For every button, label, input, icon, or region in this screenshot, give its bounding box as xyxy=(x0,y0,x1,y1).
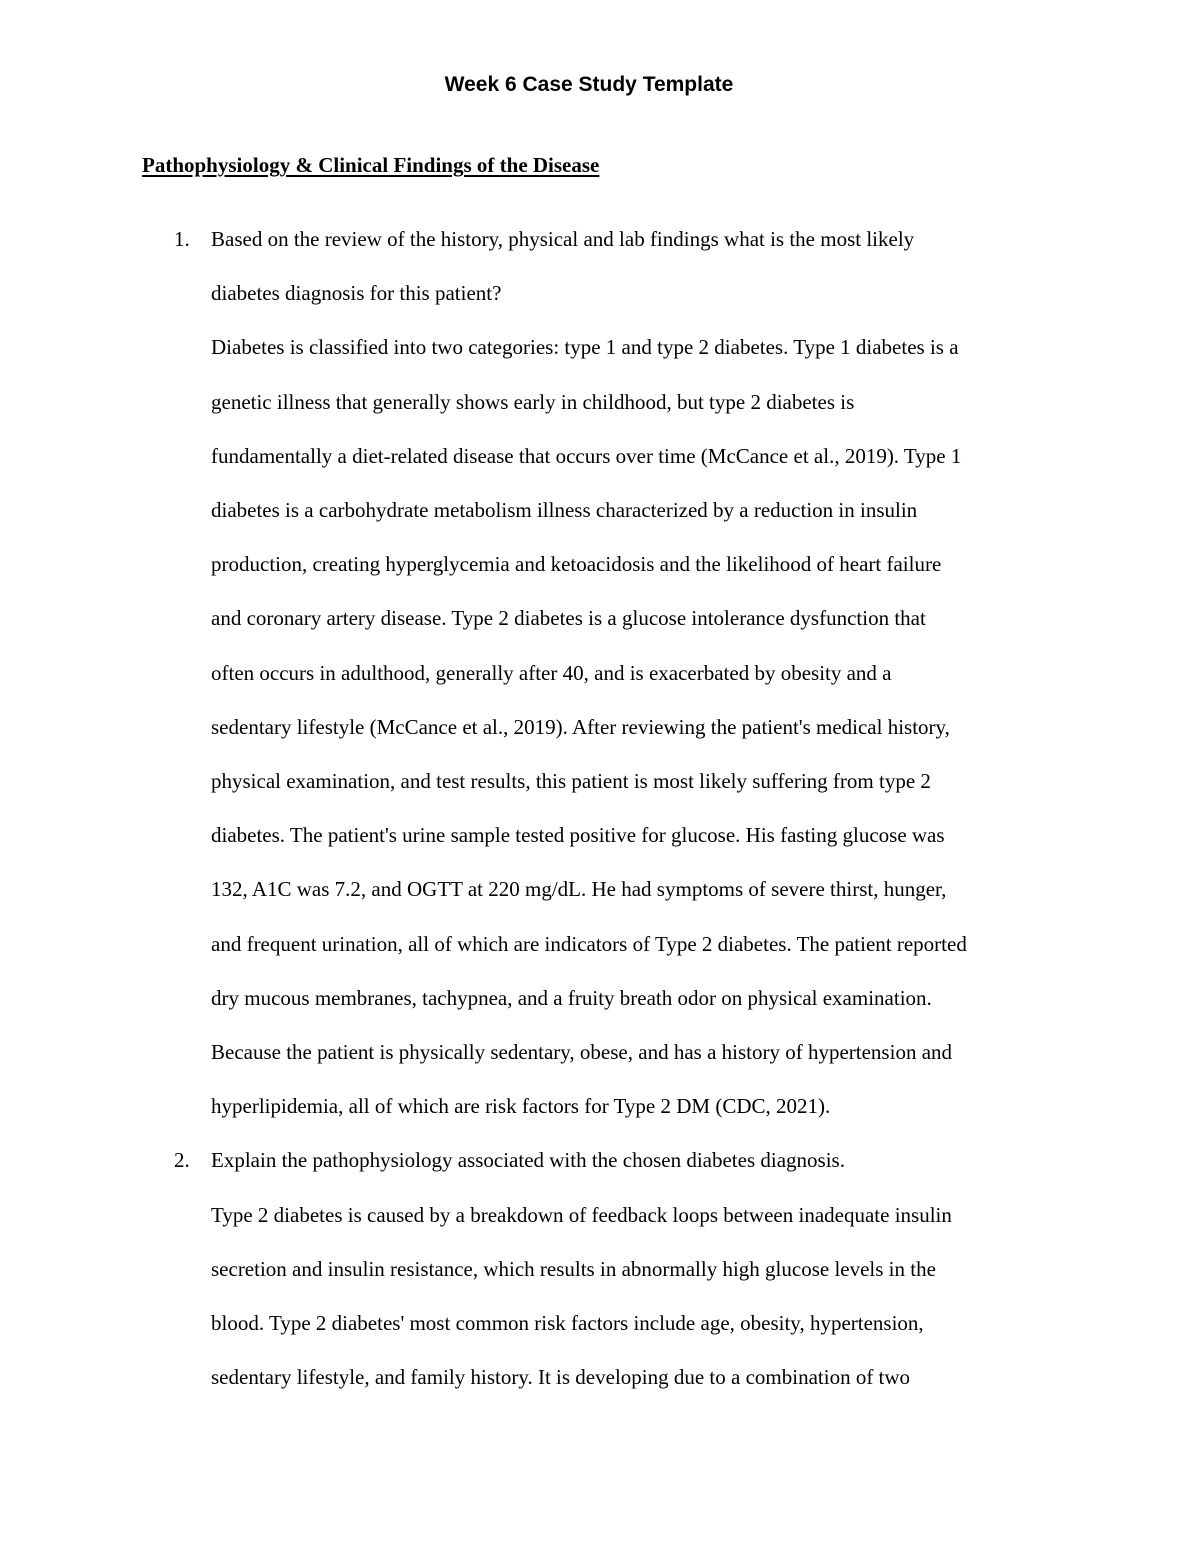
text-line: genetic illness that generally shows early in childhood, but type 2 diabetes is xyxy=(211,389,855,414)
question-item-2 xyxy=(0,1133,1200,1404)
text-line: diabetes diagnosis for this patient? xyxy=(211,281,502,306)
text-line: often occurs in adulthood, generally after 40, and is exacerbated by obesity and a xyxy=(211,660,892,685)
section-heading: Pathophysiology & Clinical Findings of the Disease xyxy=(142,153,600,177)
question-list xyxy=(0,212,1200,1404)
text-line: sedentary lifestyle (McCance et al., 2019). After reviewing the patient's medical history, xyxy=(211,714,950,739)
text-line: dry mucous membranes, tachypnea, and a fruity breath odor on physical examination. xyxy=(211,985,932,1010)
text-line: production, creating hyperglycemia and ketoacidosis and the likelihood of heart failure xyxy=(211,552,942,577)
text-line: Based on the review of the history, physical and lab findings what is the most likely xyxy=(211,227,915,251)
text-line: 132, A1C was 7.2, and OGTT at 220 mg/dL. He had symptoms of severe thirst, hunger, xyxy=(211,877,947,902)
text-line: diabetes is a carbohydrate metabolism illness characterized by a reduction in insulin xyxy=(211,498,918,523)
text-line: fundamentally a diet-related disease that occurs over time (McCance et al., 2019). Type 1 xyxy=(211,443,962,468)
text-line: blood. Type 2 diabetes' most common risk factors include age, obesity, hypertension, xyxy=(211,1311,924,1336)
text-line: sedentary lifestyle, and family history. It is developing due to a combination of two xyxy=(211,1365,911,1390)
document-title: Week 6 Case Study Template xyxy=(444,73,734,96)
question-item-1 xyxy=(0,212,1200,1133)
question-number: 1. xyxy=(174,227,190,251)
text-line: Explain the pathophysiology associated with the chosen diabetes diagnosis. xyxy=(211,1148,845,1173)
text-line: Because the patient is physically sedentary, obese, and has a history of hypertension and xyxy=(211,1040,953,1065)
text-line: Diabetes is classified into two categories: type 1 and type 2 diabetes. Type 1 diabetes is a xyxy=(211,335,959,360)
text-line: hyperlipidemia, all of which are risk factors for Type 2 DM (CDC, 2021). xyxy=(211,1094,831,1119)
question-number: 2. xyxy=(174,1148,190,1173)
text-line: secretion and insulin resistance, which results in abnormally high glucose levels in the xyxy=(211,1256,936,1281)
text-line: Type 2 diabetes is caused by a breakdown of feedback loops between inadequate insulin xyxy=(211,1202,952,1227)
text-line: and coronary artery disease. Type 2 diabetes is a glucose intolerance dysfunction that xyxy=(211,606,926,631)
text-line: and frequent urination, all of which are indicators of Type 2 diabetes. The patient reported xyxy=(211,931,967,956)
text-line: physical examination, and test results, this patient is most likely suffering from type 2 xyxy=(211,769,931,794)
text-line: diabetes. The patient's urine sample tested positive for glucose. His fasting glucose was xyxy=(211,823,945,848)
